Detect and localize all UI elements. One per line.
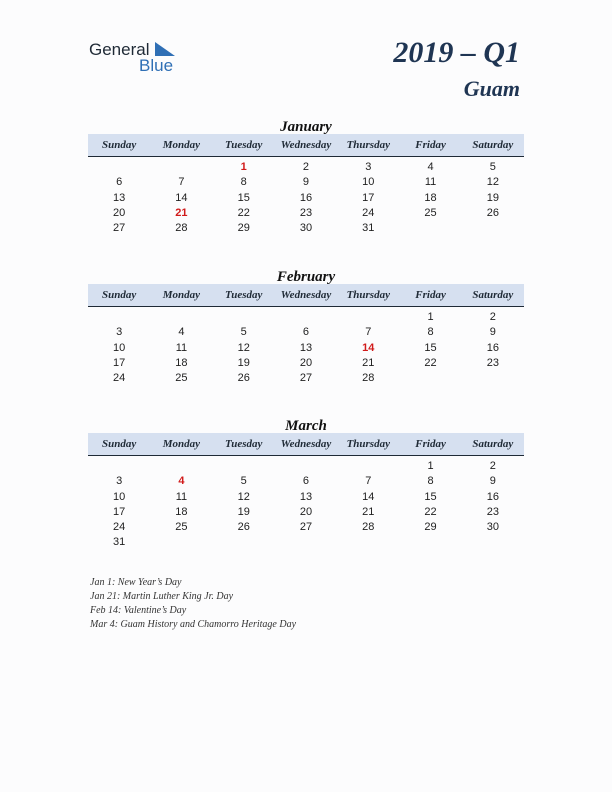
day-cell: 2 [302,161,310,173]
weekday-label: Saturday [472,438,514,450]
day-cell: 17 [362,191,375,204]
week-row [88,191,524,206]
logo-flag-icon [155,42,175,56]
day-cell [337,535,399,550]
day-cell: 31 [113,536,126,549]
day-cell: 9 [489,326,496,339]
holiday-note: Mar 4: Guam History and Chamorro Heritage Day [90,619,297,630]
holiday-note: Feb 14: Valentine’s Day [90,605,187,616]
day-cell [337,310,399,325]
page-title: 2019 – Q1 [393,36,520,69]
weekday-label: Friday [415,438,446,450]
weekday-label: Wednesday [280,438,332,450]
day-cell: 30 [486,521,499,534]
weekday-label: Thursday [346,139,390,151]
weekday-label: Tuesday [224,139,263,151]
day-cell: 15 [424,341,437,354]
day-cell: 26 [237,372,250,385]
day-cell: 5 [489,161,496,173]
day-cell: 27 [113,222,126,235]
day-cell: 6 [116,176,123,189]
day-cell: 28 [362,521,375,534]
holiday-date: 21 [175,206,188,219]
month-block [88,267,524,386]
day-cell: 25 [175,521,188,534]
day-cell: 10 [113,490,126,503]
day-cell [399,221,461,236]
week-row [88,160,524,175]
day-cell: 3 [116,475,123,488]
day-cell: 17 [113,505,126,518]
weekday-label: Monday [162,289,201,301]
day-cell [150,160,212,175]
month-block [88,416,524,551]
weekday-header [88,433,524,456]
day-cell: 12 [486,176,499,189]
day-cell: 12 [237,490,250,503]
day-cell: 15 [237,191,250,204]
weekday-label: Tuesday [224,438,263,450]
day-cell: 23 [299,206,313,219]
day-cell: 9 [302,176,310,189]
weekday-label: Sunday [102,438,137,450]
month-name: January [280,119,332,135]
day-cell: 13 [299,490,313,503]
day-cell: 1 [427,460,434,472]
day-cell: 14 [362,490,375,503]
month-name: March [285,418,327,434]
day-cell: 25 [175,372,188,385]
day-cell [213,310,275,325]
day-cell: 8 [240,176,247,189]
day-cell: 17 [113,356,126,369]
day-cell: 27 [299,372,313,385]
day-cell: 4 [178,326,185,339]
holiday-notes [90,576,296,632]
week-row [88,505,524,520]
week-row [88,206,524,221]
weekday-label: Saturday [472,289,514,301]
holiday-date: 1 [240,161,247,173]
day-cell: 19 [237,505,250,518]
week-row [88,310,524,325]
day-cell: 16 [299,191,313,204]
day-cell: 31 [362,222,375,235]
day-cell: 22 [424,505,437,518]
day-cell: 8 [427,475,434,488]
holiday-date: 4 [178,475,185,488]
week-row [88,341,524,356]
month-name: February [276,269,336,285]
day-cell: 7 [178,176,185,189]
day-cell: 30 [299,222,313,235]
weekday-label: Tuesday [224,289,263,301]
day-cell [399,371,461,386]
day-cell [462,535,524,550]
week-row [88,490,524,505]
day-cell: 11 [424,176,437,189]
day-cell: 26 [237,521,250,534]
month-block [88,117,524,236]
weekday-label: Friday [415,289,446,301]
day-cell [88,160,150,175]
day-cell: 29 [424,521,437,534]
weekday-label: Saturday [472,139,514,151]
day-cell: 21 [362,356,375,369]
page-subtitle: Guam [463,76,520,101]
day-cell: 24 [362,206,375,219]
day-cell: 7 [365,326,372,339]
day-cell: 25 [424,206,437,219]
day-cell: 23 [486,356,499,369]
day-cell: 23 [486,505,499,518]
week-row [88,325,524,340]
holiday-date: 14 [362,341,375,354]
day-cell [150,310,212,325]
weekday-label: Friday [415,139,446,151]
day-cell: 19 [237,356,250,369]
day-cell: 18 [424,191,437,204]
day-cell: 3 [365,161,372,173]
logo-blue-text: Blue [139,56,174,75]
day-cell: 28 [175,222,188,235]
day-cell: 26 [486,206,499,219]
day-cell: 8 [427,326,434,339]
weekday-label: Monday [162,139,201,151]
day-cell: 2 [489,311,496,323]
weekday-label: Monday [162,438,201,450]
week-row [88,371,524,386]
week-row [88,221,524,236]
day-cell: 9 [489,475,496,488]
week-row [88,474,524,489]
weekday-header [88,134,524,157]
day-cell [88,310,150,325]
weekday-label: Wednesday [280,139,332,151]
day-cell: 16 [486,341,499,354]
day-cell: 16 [486,490,499,503]
day-cell: 20 [299,505,313,518]
week-row [88,520,524,535]
day-cell: 22 [237,206,250,219]
day-cell: 2 [489,460,496,472]
weekday-label: Thursday [346,289,390,301]
generalblue-logo [89,40,189,76]
day-cell: 28 [362,372,375,385]
day-cell: 13 [299,341,313,354]
day-cell [275,459,337,474]
weekday-header [88,284,524,307]
day-cell [462,371,524,386]
day-cell: 15 [424,490,437,503]
day-cell: 6 [302,475,310,488]
week-row [88,175,524,190]
week-row [88,356,524,371]
day-cell: 5 [240,475,247,488]
day-cell: 13 [113,191,126,204]
day-cell: 10 [362,176,375,189]
day-cell [88,459,150,474]
weekday-label: Sunday [102,139,137,151]
day-cell: 29 [237,222,250,235]
day-cell: 12 [237,341,250,354]
day-cell [150,535,212,550]
day-cell: 10 [113,341,126,354]
day-cell: 3 [116,326,123,339]
day-cell [275,535,337,550]
weekday-label: Sunday [102,289,137,301]
day-cell: 11 [175,490,188,503]
day-cell: 21 [362,505,375,518]
day-cell: 5 [240,326,247,339]
day-cell [150,459,212,474]
weekday-label: Wednesday [280,289,332,301]
day-cell: 4 [427,161,434,173]
holiday-note: Jan 1: New Year’s Day [90,577,182,588]
day-cell [399,535,461,550]
day-cell: 24 [113,521,126,534]
week-row [88,535,524,550]
day-cell [337,459,399,474]
day-cell [213,535,275,550]
weekday-label: Thursday [346,438,390,450]
logo-general-text: General [89,40,150,59]
day-cell: 6 [302,326,310,339]
day-cell [462,221,524,236]
day-cell [275,310,337,325]
day-cell: 7 [365,475,372,488]
day-cell: 20 [299,356,313,369]
day-cell: 14 [175,191,188,204]
holiday-note: Jan 21: Martin Luther King Jr. Day [90,591,234,602]
day-cell: 27 [299,521,313,534]
day-cell: 18 [175,505,188,518]
day-cell [213,459,275,474]
day-cell: 11 [175,341,188,354]
day-cell: 19 [486,191,499,204]
week-row [88,459,524,474]
day-cell: 20 [113,206,126,219]
day-cell: 18 [175,356,188,369]
day-cell: 22 [424,356,437,369]
day-cell: 24 [113,372,126,385]
day-cell: 1 [427,311,434,323]
